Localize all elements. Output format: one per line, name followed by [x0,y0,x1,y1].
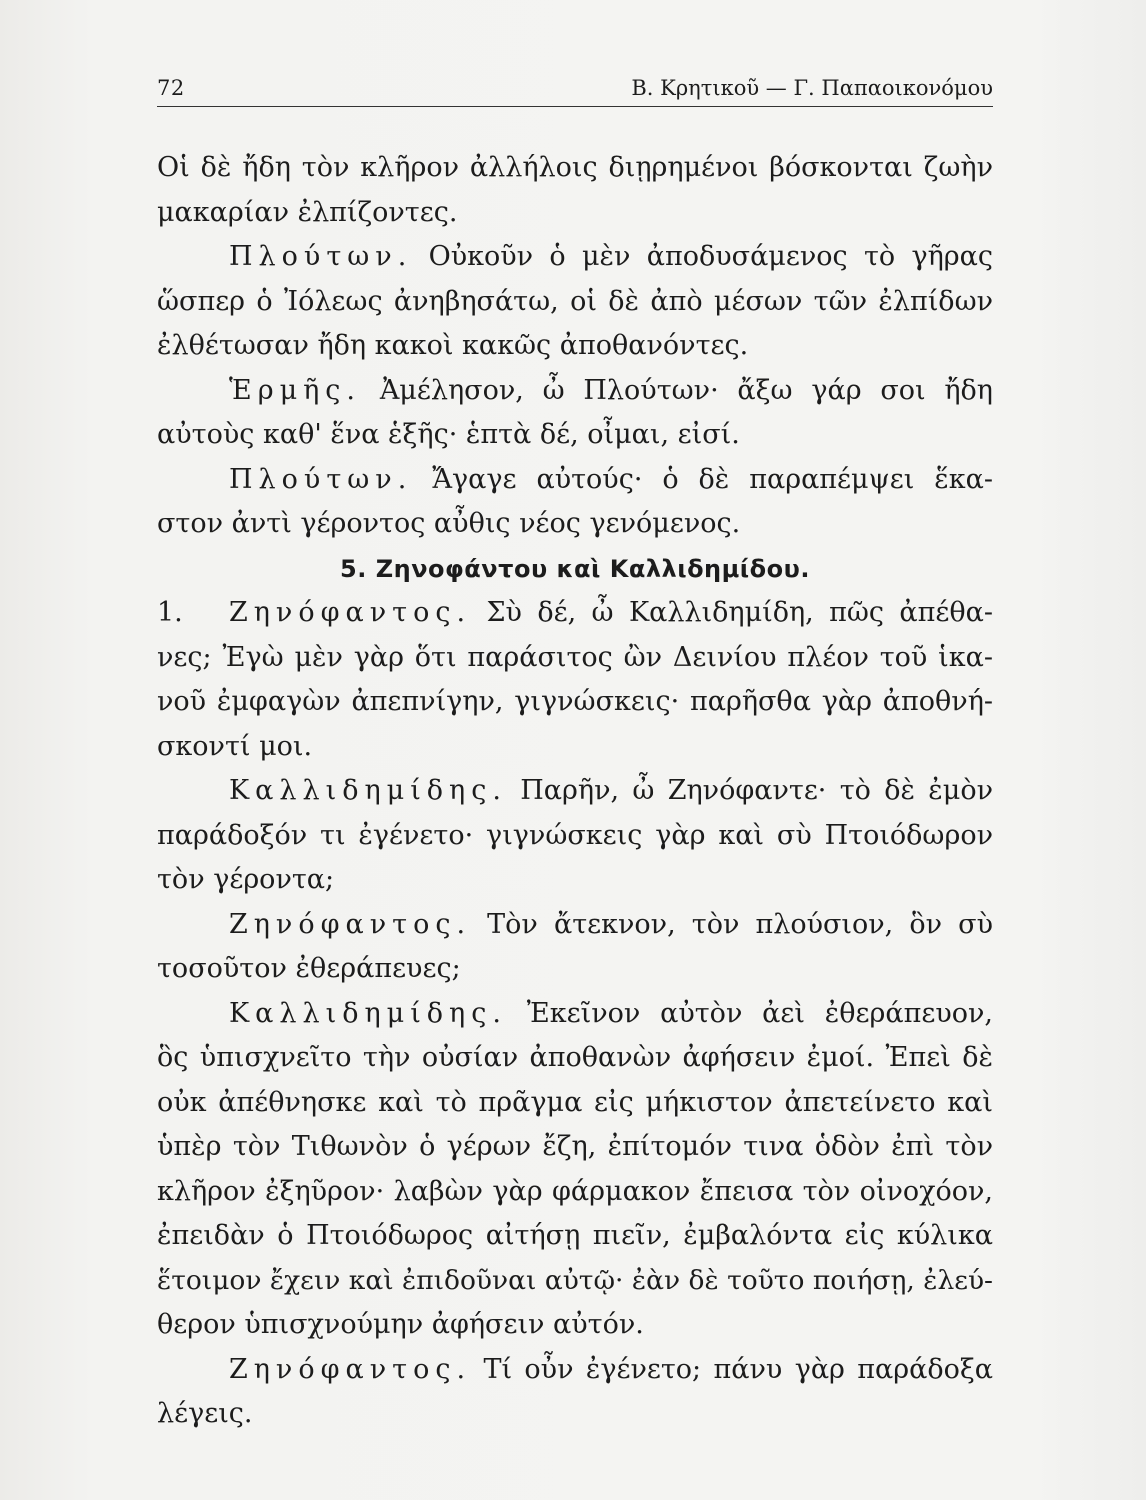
speaker-name: Πλούτων. [229,241,413,272]
text-line: τοσοῦτον ἐθεράπευες; [157,953,461,984]
speaker-name: Ἑρμῆς. [229,374,362,406]
text-line: σκοντί μοι. [157,730,313,762]
text-line: ἐπειδὰν ὁ Πτοιόδωρος αἰτήσῃ πιεῖν, ἐμβαλόντα εἰς κύλικα [157,1220,993,1251]
text-line: ἐλθέτωσαν ἤδη κακοὶ κακῶς ἀποθανόντες. [157,330,749,361]
page-number: 72 [157,76,185,100]
text-line: λέγεις. [157,1398,253,1429]
text-line: κλῆρον ἐξηῦρον· λαβὼν γὰρ φάρμακον ἔπεισα τὸν οἰνοχόον, [157,1175,993,1207]
section-number: 1. [157,597,183,628]
text-line: τὸν γέροντα; [157,864,335,895]
text-line: στον ἀντὶ γέροντος αὖθις νέος γενόμενος. [157,508,741,539]
text-line: ὥσπερ ὁ Ἰόλεως ἀνηβησάτω, οἱ δὲ ἀπὸ μέσων τῶν ἐλπίδων [157,285,993,317]
speaker-line: Πλούτων. Ἄγαγε αὐτούς· ὁ δὲ παραπέμψει ἕκα- [229,463,993,495]
text-line: νες; Ἐγὼ μὲν γὰρ ὅτι παράσιτος ὢν Δεινίου πλέον τοῦ ἱκα- [157,641,993,673]
speaker-name: Ζηνόφαντος. [229,1353,472,1385]
text-line: παράδοξόν τι ἐγένετο· γιγνώσκεις γὰρ καὶ σὺ Πτοιόδωρον [157,819,993,851]
speaker-line: Πλούτων. Οὐκοῦν ὁ μὲν ἀποδυσάμενος τὸ γῆρας [229,241,993,272]
page-header [157,72,993,107]
speaker-name: Ζηνόφαντος. [229,597,472,628]
text-line: ὑπὲρ τὸν Τιθωνὸν ὁ γέρων ἔζη, ἐπίτομόν τινα ὁδὸν ἐπὶ τὸν [157,1131,993,1162]
text-line: αὐτοὺς καθ' ἕνα ἑξῆς· ἑπτὰ δέ, οἶμαι, εἰσί. [157,419,740,450]
text-line: θερον ὑπισχνούμην ἀφήσειν αὐτόν. [157,1309,644,1340]
speaker-name: Καλλιδημίδης. [229,775,507,806]
text-line: ἕτοιμον ἔχειν καὶ ἐπιδοῦναι αὐτῷ· ἐὰν δὲ τοῦτο ποιήσῃ, ἐλεύ- [157,1264,993,1296]
speaker-line: Ζηνόφαντος. Τί οὖν ἐγένετο; πάνυ γὰρ παράδοξα [229,1353,993,1385]
text-line: μακαρίαν ἐλπίζοντες. [157,196,458,228]
text-line: Οἱ δὲ ἤδη τὸν κλῆρον ἀλλήλοις διῃρημένοι βόσκονται ζωὴν [157,152,993,183]
speaker-name: Ζηνόφαντος. [229,908,472,940]
speaker-line: 1. Ζηνόφαντος. Σὺ δέ, ὦ Καλλιδημίδη, πῶς ἀπέθα- [157,591,993,636]
speaker-name: Καλλιδημίδης. [229,997,507,1029]
speaker-line: Καλλιδημίδης. Ἐκεῖνον αὐτὸν ἀεὶ ἐθεράπευον, [229,997,993,1029]
section-heading: 5. Ζηνοφάντου καὶ Καλλιδημίδου. [340,554,810,583]
running-head: Β. Κρητικοῦ — Γ. Παπαοικονόμου [631,76,993,100]
text-line: οὐκ ἀπέθνησκε καὶ τὸ πρᾶγμα εἰς μήκιστον ἀπετείνετο καὶ [157,1086,993,1118]
speaker-line: Ζηνόφαντος. Τὸν ἄτεκνον, τὸν πλούσιον, ὃν σὺ [229,908,993,940]
speaker-line: Καλλιδημίδης. Παρῆν, ὦ Ζηνόφαντε· τὸ δὲ ἐμὸν [229,775,993,806]
text-line: νοῦ ἐμφαγὼν ἀπεπνίγην, γιγνώσκεις· παρῆσθα γὰρ ἀποθνή- [157,686,993,717]
speaker-line: Ἑρμῆς. Ἀμέλησον, ὦ Πλούτων· ἄξω γάρ σοι ἤδη [229,374,993,406]
body-text [157,146,993,1437]
speaker-name: Πλούτων. [229,463,413,495]
text-line: ὃς ὑπισχνεῖτο τὴν οὐσίαν ἀποθανὼν ἀφήσειν ἐμοί. Ἐπεὶ δὲ [157,1042,993,1073]
